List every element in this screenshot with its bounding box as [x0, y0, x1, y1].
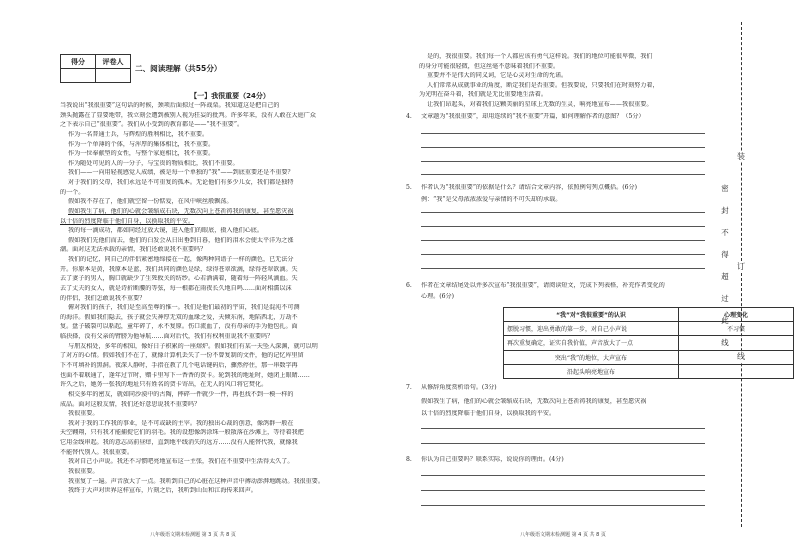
binding-line [741, 22, 742, 527]
article-line: 让我们昂起头，对着我们这颗美丽的星球上无数的生灵，响亮地宣布——我很重要。 [427, 101, 653, 108]
article-line: 人们常常从成就事业的角度，断定我们是否重要。但我要说，只要我们在时刻努力着， [427, 81, 659, 89]
article-line: 与朋友相处，多年的相知，像好日子积累的一座熔炉。假如我们有某一天坠入深渊，就可以明 [68, 342, 318, 350]
answer-line[interactable] [421, 174, 705, 175]
answer-line[interactable] [421, 254, 705, 255]
q4-num: 4. [406, 113, 412, 120]
q6-cell: 突出“我”的地位，大声宣布 [504, 350, 679, 364]
article-line: 我们——一向用轻视感觉人成绩，被是每一个单独的“我”——到底重要还是不重要？ [68, 169, 294, 177]
article-line: 假如我不存在了，他们就空留一份惦爱，在风中峡丝般飘荡。 [68, 198, 233, 206]
article-line: 作为一位奉献型的女性，与整个家庭相比，我不重要。 [68, 150, 215, 158]
answer-line[interactable] [421, 505, 705, 506]
q6-cell: 摆脱习惯，迎出勇敢的第一步，对自己小声说 [504, 322, 679, 336]
binding-mark-bottom: 线 [733, 352, 749, 362]
article-line: 临抉择，没有父亲的臂膀为他导航……面对后代，我们有权利重说我不重要吗？ [60, 333, 274, 341]
article-line: 对于我们的父母，我们永远是不可重复的孤本。无论他们有多少儿女，我们都是独特 [68, 179, 294, 187]
article-line: 我终于大声对世界这样宣布，片刻之后，我听到山岳和江海传来回声。 [68, 487, 257, 495]
article-line: 作为一个单薄的个体，与浑厚的集体相比，我不重要。 [68, 140, 215, 148]
article-line: 作为随处可见的人的一分子，与宝贵的物质相比，我们不重要。 [68, 159, 239, 167]
q7-num: 7. [406, 384, 412, 391]
q6-text: 作者在文章结尾处以并多次宣布“我很重要”，请阅读短文，完成下列表格，补充作者变化的 [421, 282, 665, 289]
q7-sentence: 假如我生了病，他们的心就会皱缩成石块，无数次向上苍祈祷我的康复，甚至愿灾祸 [421, 398, 647, 405]
q5-example: 例：“我”是父母浓浓浓爱与亲情的不可失却的承载。 [421, 196, 562, 203]
article-line: 了对方的心情。假如我们不在了，就像计算机丢失了一份不曾复制的文件，他的记忆库里留 [60, 352, 304, 360]
answer-line[interactable] [421, 490, 705, 491]
article-line: 我很重要。 [68, 410, 99, 418]
article-line: 去了丈夫的女人，就是诗折断腰的等弦，每一根都在雨夜长久地自鸣……面对相濡以沫 [60, 284, 292, 292]
q6-cell: 沿起头响亮地宣布 [504, 364, 679, 378]
article-line: 不能替代别人。我很重要。 [60, 448, 134, 456]
answer-line[interactable] [421, 226, 705, 227]
score-label: 得分 [61, 55, 96, 69]
q7-text: 从修辞角度赏析语句。(3分) [421, 384, 497, 391]
article-line: 颈头抛露在了显要地带，我立刻会遭到被别人视为狂妄的批判。许多年来，没有人敢在大庭广众 [60, 111, 316, 119]
answer-line[interactable] [421, 475, 705, 476]
answer-line[interactable] [421, 161, 705, 162]
article-line: 我的每一滴成功，都如同经过放大镜，进入他们的眼底，摄入他们心底。 [68, 227, 263, 235]
article-line: 当我说出“我很重要”这句话的时候，颈项后面掠过一阵战栗。我知道这是把自己的 [60, 102, 280, 109]
article-line: 它用金线串起。我的意志高前昼痒，直到地平线消失的远方……没有人能替代我，就像我 [60, 439, 298, 447]
grader-label: 评卷人 [96, 55, 131, 69]
q7-sentence: 以十倍的烈度降临于他们自身，以换取我的平安。 [421, 410, 556, 417]
answer-line[interactable] [421, 443, 705, 444]
article-title: 【一】我很重要（24分） [190, 92, 270, 100]
q6-cell: 不习惯 [679, 322, 794, 336]
binding-notice-char: 得 [721, 250, 729, 259]
page-footer-right: 八年级语文期末检测题 第 4 页 共 8 页 [520, 532, 606, 538]
binding-notice-char: 过 [721, 294, 729, 303]
answer-line[interactable] [421, 240, 705, 241]
article-line: 去了妻子的男人，胸口就缺少了生死攸关的纺纱。心若酒满着，随着每一阵轻风滴血。失 [60, 275, 298, 283]
q6-header-change: 心理变化 [679, 308, 794, 322]
q6-answer-field[interactable] [679, 364, 794, 378]
q4-text: 文章题为“我很重要”，却用连续的“我不重要”开篇，如何理解作者的意图？（5分） [421, 113, 645, 120]
q6-num: 6. [406, 282, 412, 289]
grader-cell [96, 69, 131, 83]
binding-notice-char: 线 [721, 338, 729, 347]
q6-answer-field[interactable] [679, 336, 794, 350]
article-line: 是的，我很重要。我们每一个人都应该有勇气这样说。我们的地位可能很卑微，我们 [427, 53, 653, 60]
binding-notice-char: 密 [721, 184, 729, 193]
article-line: 我很重要。 [68, 467, 99, 475]
answer-line[interactable] [421, 268, 705, 269]
q8-num: 8. [406, 456, 412, 463]
article-line: 俯对我们的孩子，我们是至高至尊的惟一。我们是他们最初的宇宙，我们是混沌不可测 [68, 304, 300, 312]
article-line: 许久之后，她务一张我的地址只有姓名的贺卡寄出，在无人的风口将它焚化。 [60, 381, 268, 389]
q8-text: 你认为自己重要吗？联系实际，说说你的理由。(4分) [421, 456, 564, 463]
article-line: 下不可填补的黑洞。夜深人静时，手指在教了几个电话键码后，骤然停住，那一串数字再 [60, 362, 298, 369]
article-line: 开。你原本是黄，我原本是蓝，我们共同的颜色是绿，绿得苍翠欲滴，绿得苍翠欲滴。失 [60, 265, 298, 273]
binding-mark-mid: 订 [733, 262, 749, 272]
q6-table [503, 307, 794, 379]
article-line: 为光明在奋斗着，我们就是无比重要地生活着。 [419, 91, 547, 99]
score-cell [61, 69, 96, 83]
article-line: 假如我生了病，他们的心就会皱缩成石块，无数次向上苍祈祷我的康复，甚至愿灾祸 [68, 207, 294, 215]
article-line: 我对于我的工作我的事业，是不可或缺的主宰。我的独出心裁的创意，像鸽群一般在 [68, 419, 294, 427]
article-line: 我重复了一遍。声音放大了一点。我听到自己的心脏在这种声音中搏动澎湃地跳动。我很重要。 [68, 477, 324, 485]
answer-line[interactable] [421, 212, 705, 213]
article-line: 我们的记忆，同自己的伴侣紧密地缔接在一起，像两种同谱子一样的颜色，已无法分 [68, 256, 294, 264]
article-line: 潮。面对这无法承载的亲情，我们还敢说我不重要吗？ [60, 246, 207, 254]
q5-text: 作者认为“我很重要”的依据是什么？请结合文章内容，依照例句列点概括。(6分) [421, 184, 637, 191]
article-line: 之下表示自己“很重要”。我们从小受到的教育都是——“我不重要”。 [60, 121, 244, 129]
article-line: 也面不着联通了，逢年过节时，赠卡里写下一香香的贺卡。轮到我的地址时，她闭上眼睛…… [60, 371, 310, 379]
article-line: 我对自己小声说。我还不习惯吧亮地宣布这一主张，我们在不重要中生活得太久了。 [68, 458, 294, 466]
article-line: 的伴侣，我们怎敢说我不重要？ [60, 294, 146, 302]
binding-notice-char: 超 [721, 272, 729, 281]
article-line: 的身分可能很轻微，但这丝毫不意味着我们不重要。 [419, 62, 560, 70]
binding-notice-char: 不 [721, 228, 729, 237]
binding-notice-char: 此 [721, 316, 729, 325]
answer-line[interactable] [421, 147, 705, 148]
article-line: 以十倍的烈度降临于他们自身，以换取我的平安。 [60, 217, 195, 225]
article-line: 复。盘子破裂可以粘起，童年碎了，永不复原。伤口流血了，没有母亲的手为他包扎。面 [60, 323, 298, 331]
answer-line[interactable] [421, 133, 705, 134]
article-line: 假如我们先他们而去，他们的白发会从日出垂到日暮，他们的泪水会使太平洋为之涨 [68, 236, 294, 244]
article-line: 作为一名普通士兵，与辉煌的胜利相比，我不重要。 [68, 130, 209, 138]
section-title: 二、阅读理解（共55分） [135, 64, 222, 73]
article-line: 的一个。 [60, 188, 85, 196]
binding-notice-char: 封 [721, 206, 729, 215]
q6-cell: 再次重复确定，证实自我价值，声音放大了一点 [504, 336, 679, 350]
article-line: 天空翱翔，只有我才能捕捉它们的羽毛。我的设想像鸽涂珠一般散落在沙滩上，等待着我把 [60, 429, 304, 437]
article-line: 的海洋。假如我们隐去，孩子就会失神厚无双的血缘之爱，天倾东南，地陷西北，万劫不 [60, 313, 298, 321]
q6-header-recognition: “我”对“我很重要”的认识 [504, 308, 679, 322]
answer-line[interactable] [421, 428, 705, 429]
page-footer-left: 八年级语文期末检测题 第 3 页 共 8 页 [150, 532, 236, 538]
q5-num: 5. [406, 184, 412, 191]
article-line: 相交多年的密友，就如同沙漠中的古陶，摔碎一件就少一件，再也找不到一模一样的 [68, 390, 294, 398]
q6-text-cont: 心理。(6分) [421, 293, 455, 300]
article-line: 成品。面对这般友情，我们还好意思说我不重要吗？ [60, 400, 201, 408]
score-table [60, 54, 131, 83]
binding-mark-top: 装 [733, 152, 749, 162]
article-line: 重要并不是伟大的同义词，它是心灵对生命的允诺。 [427, 72, 568, 80]
